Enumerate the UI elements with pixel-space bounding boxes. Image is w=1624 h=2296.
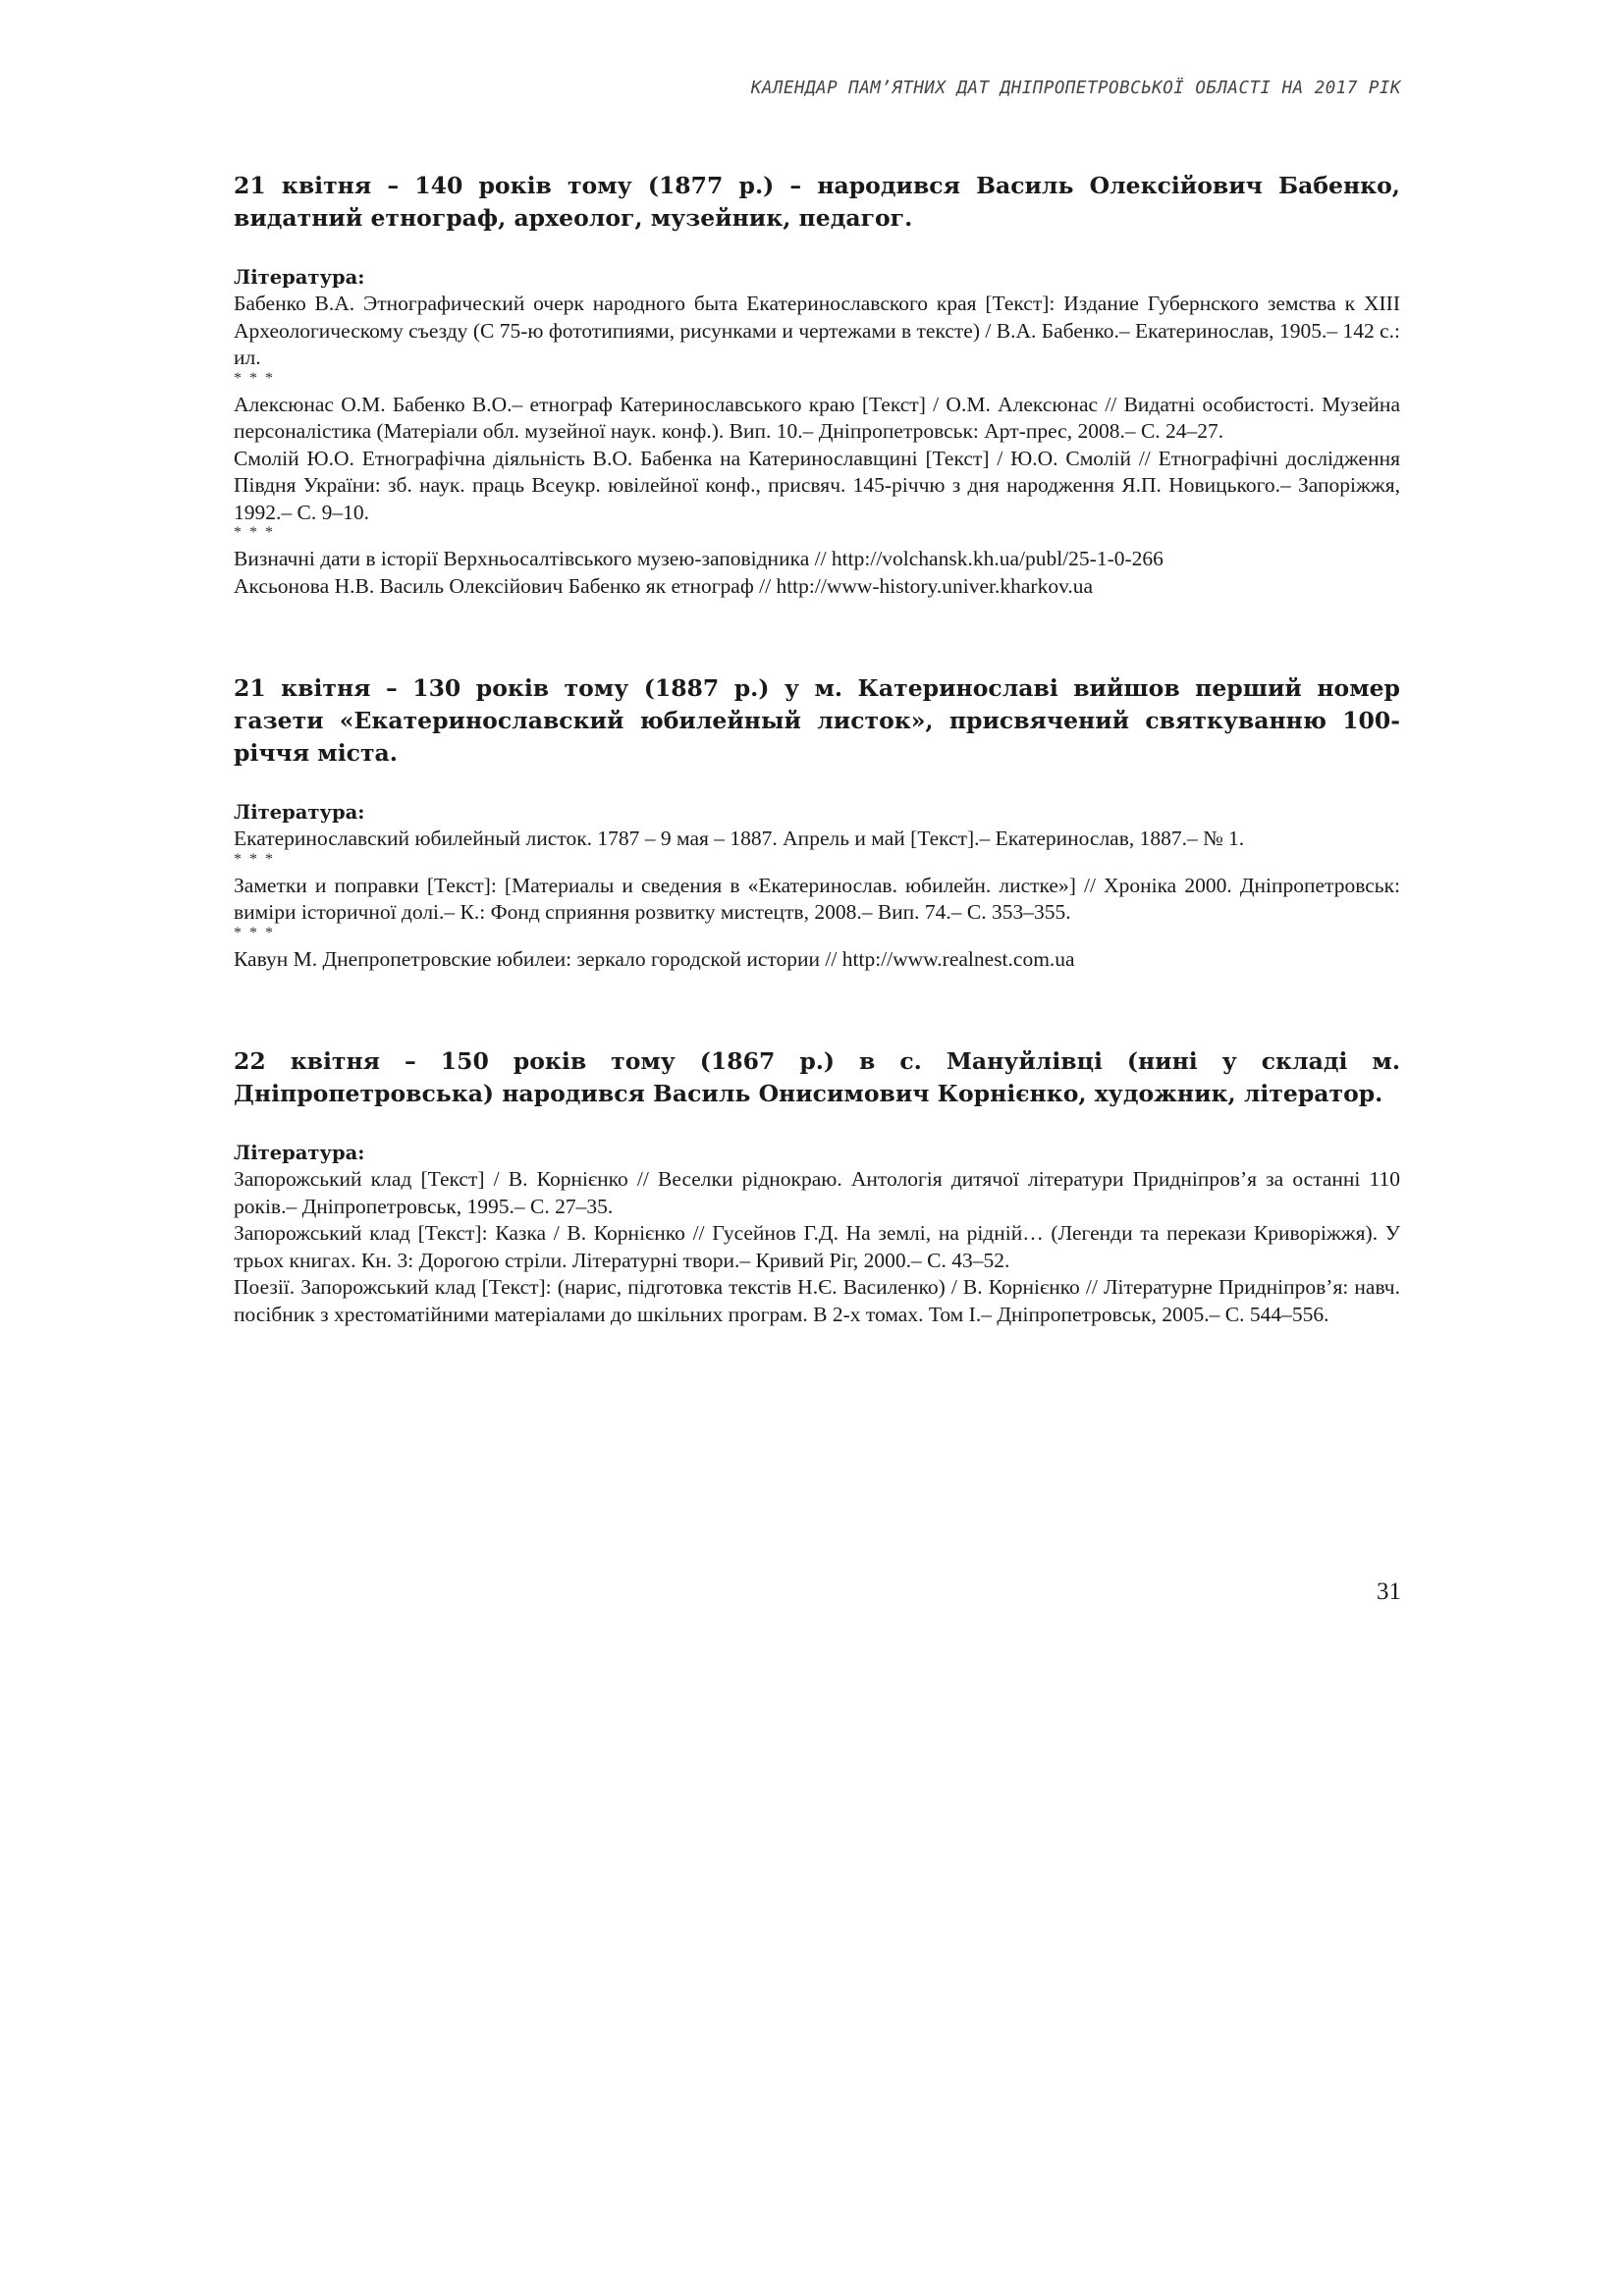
reference: Заметки и поправки [Текст]: [Материалы и сведения в «Екатеринослав. юбилейн. листке»] // Хроніка 2000. Дніпропетровськ: виміри історичної долі.– К.: Фонд сприяння розвитку мистецтв, 2008.– Вип. 74.– С. 353–355. [234,873,1400,924]
reference-link: Аксьонова Н.В. Василь Олексійович Бабенко як етнограф // http://www-history.univer.kharkov.ua [234,573,1094,598]
page-content [234,170,1400,1401]
entry-title: 22 квітня – 150 років тому (1867 р.) в с. Мануйлівці (нині у складі м. Дніпропетровська) народився Василь Онисимович Корнієнко, художник, літератор. [234,1047,1400,1107]
reference-link: Кавун М. Днепропетровские юбилеи: зеркало городской истории // http://www.realnest.com.ua [234,946,1075,971]
reference-link: Визначні дати в історії Верхньосалтівського музею-заповідника // http://volchansk.kh.ua/publ/25-1-0-266 [234,547,1164,570]
calendar-entry [234,1045,1400,1328]
reference: Поезії. Запорожський клад [Текст]: (нарис, підготовка текстів Н.Є. Василенко) / В. Корнієнко // Літературне Придніпров’я: навч. посібник з хрестоматійними матеріалами до шкільних програм. В 2-х томах. Том I.– Дніпропетровськ, 2005.– С. 544–556. [234,1275,1400,1326]
calendar-entry [234,170,1400,600]
separator: * * * [234,524,275,541]
reference: Запорожський клад [Текст] / В. Корнієнко // Веселки ріднокраю. Антологія дитячої літератури Придніпров’я за останні 110 років.– Дніпропетровськ, 1995.– С. 27–35. [234,1167,1400,1218]
literature-label: Література: [234,266,365,289]
page-number: 31 [1377,1578,1401,1605]
entry-title: 21 квітня – 140 років тому (1877 р.) – народився Василь Олексійович Бабенко, видатний етнограф, археолог, музейник, педагог. [234,172,1400,232]
reference: Смолій Ю.О. Етнографічна діяльність В.О. Бабенка на Катеринославщині [Текст] / Ю.О. Смолій // Етнографічні дослідження Півдня України: зб. наук. праць Всеукр. ювілейної конф., присвяч. 145-річчю з дня народження Я.П. Новицького.– Запоріжжя, 1992.– С. 9–10. [234,446,1400,524]
separator: * * * [234,924,275,941]
reference: Запорожський клад [Текст]: Казка / В. Корнієнко // Гусейнов Г.Д. На землі, на рідній… (Легенди та перекази Криворіжжя). У трьох книгах. Кн. 3: Дорогою стріли. Літературні твори.– Кривий Ріг, 2000.– С. 43–52. [234,1221,1400,1272]
calendar-entry [234,672,1400,973]
separator: * * * [234,850,275,868]
running-header: КАЛЕНДАР ПАМ’ЯТНИХ ДАТ ДНІПРОПЕТРОВСЬКОЇ ОБЛАСТІ НА 2017 РІК [750,79,1401,98]
reference: Екатеринославский юбилейный листок. 1787 – 9 мая – 1887. Апрель и май [Текст].– Екатеринослав, 1887.– № 1. [234,827,1245,850]
separator: * * * [234,369,275,387]
entry-title: 21 квітня – 130 років тому (1887 р.) у м. Катеринославі вийшов перший номер газети «Екатеринославский юбилейный листок», присвячений святкуванню 100-річчя міста. [234,674,1400,767]
reference: Алексюнас О.М. Бабенко В.О.– етнограф Катеринославського краю [Текст] / О.М. Алексюнас // Видатні особистості. Музейна персоналістика (Матеріали обл. музейної наук. конф.). Вип. 10.– Дніпропетровськ: Арт-прес, 2008.– С. 24–27. [234,392,1400,443]
literature-label: Література: [234,801,365,824]
reference: Бабенко В.А. Этнографический очерк народного быта Екатеринославского края [Текст]: Издание Губернского земства к XIII Археологическому съезду (С 75-ю фототипиями, рисунками и чертежами в тексте) / В.А. Бабенко.– Екатеринослав, 1905.– 142 с.: ил. [234,292,1400,369]
literature-label: Література: [234,1142,365,1164]
